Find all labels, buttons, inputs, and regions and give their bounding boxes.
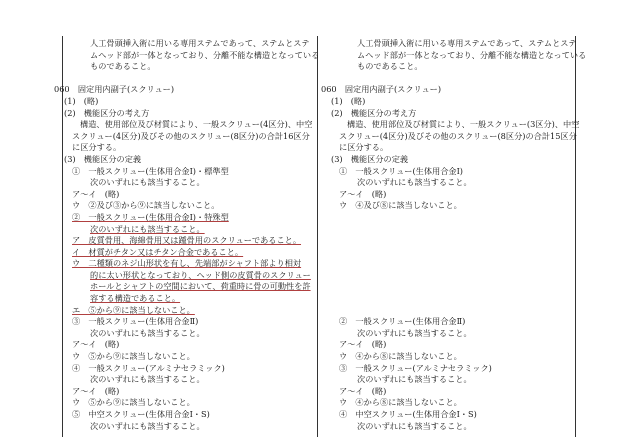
text-line-content: 的に太い形状となっており、ヘッド側の皮質骨のスクリュー bbox=[90, 269, 311, 280]
text-line-content: 人工骨頭挿入術に用いる専用ステムであって、ステムとステ bbox=[90, 38, 310, 48]
text-line bbox=[321, 154, 577, 166]
text-line-content: ウ ②及び③から⑨に該当しないこと。 bbox=[72, 200, 220, 211]
text-line-content: 次のいずれにも該当すること。 bbox=[357, 374, 472, 385]
text-line bbox=[54, 270, 316, 282]
current-text-column bbox=[321, 38, 587, 432]
text-line bbox=[321, 258, 577, 270]
text-line bbox=[321, 270, 577, 282]
text-line-content: ③ 一般スクリュー(生体用合金Ⅱ) bbox=[72, 316, 199, 327]
text-line bbox=[321, 61, 577, 73]
text-line bbox=[321, 119, 580, 131]
text-line bbox=[54, 363, 316, 375]
text-line-content: (3) 機能区分の定義 bbox=[64, 153, 142, 164]
text-line-content: 次のいずれにも該当すること。 bbox=[357, 177, 472, 188]
revised-text-column bbox=[54, 38, 320, 432]
text-line bbox=[321, 212, 577, 224]
text-line bbox=[54, 235, 316, 247]
text-line-content: 次のいずれにも該当すること。 bbox=[357, 420, 472, 431]
text-line bbox=[321, 386, 577, 398]
text-line bbox=[321, 397, 577, 409]
text-line bbox=[321, 235, 577, 247]
text-line bbox=[321, 142, 577, 154]
text-line-content: ④ 一般スクリュー(アルミナセラミック) bbox=[72, 362, 225, 373]
text-line-content: に区分する。 bbox=[339, 142, 389, 153]
text-line-content: (1) (略) bbox=[331, 95, 366, 106]
text-line-content: ア～イ (略) bbox=[72, 385, 120, 396]
text-line-content: 次のいずれにも該当すること。 bbox=[90, 223, 205, 234]
text-line-content: ウ ⑤から⑨に該当しないこと。 bbox=[72, 397, 195, 408]
text-line-content: ア～イ (略) bbox=[72, 339, 120, 350]
text-line-content: ア～イ (略) bbox=[339, 385, 387, 396]
text-line bbox=[321, 281, 577, 293]
text-line bbox=[54, 119, 316, 131]
text-line bbox=[54, 108, 316, 120]
text-line-content: (3) 機能区分の定義 bbox=[331, 153, 409, 164]
text-line-content: に区分する。 bbox=[72, 142, 122, 153]
text-line-content: ウ ④から⑧に該当しないこと。 bbox=[339, 397, 462, 408]
text-line bbox=[321, 339, 577, 351]
text-line bbox=[54, 131, 316, 143]
text-line-content: 次のいずれにも該当すること。 bbox=[90, 420, 205, 431]
text-line bbox=[321, 305, 577, 317]
text-line bbox=[321, 224, 577, 236]
text-line bbox=[54, 61, 316, 73]
text-line-content: 構造、使用部位及び材質により、一般スクリュー(3区分)、中空 bbox=[347, 119, 580, 130]
text-line bbox=[54, 409, 316, 421]
text-line-content: ものであること。 bbox=[90, 61, 156, 72]
text-line bbox=[321, 108, 577, 120]
text-line-content: 人工骨頭挿入術に用いる専用ステムであって、ステムとステ bbox=[357, 38, 577, 48]
text-line-content: (2) 機能区分の考え方 bbox=[331, 107, 417, 118]
text-line bbox=[54, 293, 316, 305]
text-line-content: スクリュー(4区分)及びその他のスクリュー(8区分)の合計15区分 bbox=[339, 130, 577, 141]
text-line bbox=[321, 328, 577, 340]
text-line-content: イ 材質がチタン又はチタン合金であること。 bbox=[72, 246, 244, 257]
text-line bbox=[54, 166, 316, 178]
text-line-content: ウ ④及び⑧に該当しないこと。 bbox=[339, 200, 462, 211]
text-line bbox=[321, 293, 577, 305]
text-line-content: ホールとシャフトの空間において、荷重時に骨の可動性を許 bbox=[90, 281, 311, 292]
text-line-content: ア～イ (略) bbox=[72, 188, 120, 199]
text-line-content: ② 一般スクリュー(生体用合金Ⅱ) bbox=[339, 316, 466, 327]
text-line bbox=[54, 212, 316, 224]
text-line bbox=[321, 73, 577, 85]
text-line-content: 次のいずれにも該当すること。 bbox=[90, 374, 205, 385]
text-line-content: 060 固定用内副子(スクリュー) bbox=[321, 84, 442, 95]
text-line bbox=[321, 38, 577, 50]
text-line bbox=[54, 154, 316, 166]
text-line-content: ウ ④から⑧に該当しないこと。 bbox=[339, 351, 462, 362]
text-line bbox=[321, 351, 577, 363]
text-line-content: ものであること。 bbox=[357, 61, 423, 72]
text-line-content: (1) (略) bbox=[64, 95, 99, 106]
text-line bbox=[54, 421, 316, 433]
text-line bbox=[321, 96, 577, 108]
text-line-content: ア～イ (略) bbox=[339, 188, 387, 199]
text-line bbox=[54, 49, 320, 62]
text-line-content: ② 一般スクリュー(生体用合金Ⅰ)・特殊型 bbox=[72, 211, 229, 222]
text-line bbox=[54, 386, 316, 398]
text-line bbox=[54, 38, 316, 50]
text-line bbox=[54, 316, 316, 328]
text-line-content: スクリュー(4区分)及びその他のスクリュー(8区分)の合計16区分 bbox=[72, 130, 310, 141]
text-line-content: ウ 二種類のネジ山形状を有し、先端部がシャフト部より相対 bbox=[72, 258, 302, 269]
text-line bbox=[321, 84, 577, 96]
text-line-content: 構造、使用部位及び材質により、一般スクリュー(4区分)、中空 bbox=[80, 119, 313, 130]
text-line bbox=[54, 339, 316, 351]
text-line-content: 060 固定用内副子(スクリュー) bbox=[54, 84, 175, 95]
text-line bbox=[54, 247, 316, 259]
text-line-content: (2) 機能区分の考え方 bbox=[64, 107, 150, 118]
text-line-content: 次のいずれにも該当すること。 bbox=[90, 177, 205, 188]
text-line bbox=[54, 224, 316, 236]
text-line bbox=[54, 200, 316, 212]
text-line bbox=[321, 247, 577, 259]
text-line bbox=[321, 316, 577, 328]
text-line bbox=[54, 189, 316, 201]
text-line bbox=[321, 189, 577, 201]
text-line-content: ① 一般スクリュー(生体用合金Ⅰ) bbox=[339, 165, 464, 176]
text-line bbox=[54, 84, 316, 96]
text-line-content: ア～イ (略) bbox=[339, 339, 387, 350]
text-line bbox=[321, 166, 577, 178]
text-line-content: ④ 中空スクリュー(生体用合金Ⅰ・S) bbox=[339, 409, 477, 419]
text-line bbox=[54, 96, 316, 108]
text-line bbox=[321, 421, 577, 433]
text-line-content: 容する構造であること。 bbox=[90, 293, 181, 304]
text-line-content: ⑤ 中空スクリュー(生体用合金Ⅰ・S) bbox=[72, 409, 210, 419]
text-line-content: ア 皮質骨用、海綿骨用又は踵骨用のスクリューであること。 bbox=[72, 235, 302, 246]
text-line-content: 次のいずれにも該当すること。 bbox=[357, 327, 472, 338]
text-line bbox=[321, 49, 587, 62]
text-line bbox=[321, 200, 577, 212]
text-line bbox=[54, 281, 316, 293]
text-line bbox=[54, 73, 316, 85]
text-line bbox=[321, 177, 577, 189]
text-line bbox=[321, 409, 577, 421]
text-line bbox=[54, 177, 316, 189]
text-line bbox=[54, 397, 316, 409]
column-divider bbox=[317, 36, 318, 437]
text-line bbox=[321, 363, 577, 375]
text-line bbox=[54, 142, 316, 154]
text-line-content: 次のいずれにも該当すること。 bbox=[90, 327, 205, 338]
text-line-content: エ ⑤から⑨に該当しないこと。 bbox=[72, 304, 195, 315]
text-line bbox=[54, 328, 316, 340]
text-line bbox=[321, 374, 577, 386]
text-line-content: ムヘッド部が一体となっており、分離不能な構造となっている bbox=[357, 49, 587, 60]
text-line-content: ウ ⑤から⑨に該当しないこと。 bbox=[72, 351, 195, 362]
text-line bbox=[54, 258, 316, 270]
text-line bbox=[54, 374, 316, 386]
text-line bbox=[54, 351, 316, 363]
text-line-content: ムヘッド部が一体となっており、分離不能な構造となっている bbox=[90, 49, 320, 60]
text-line-content: ① 一般スクリュー(生体用合金Ⅰ)・標準型 bbox=[72, 165, 229, 176]
text-line-content: ③ 一般スクリュー(アルミナセラミック) bbox=[339, 362, 492, 373]
text-line bbox=[321, 131, 577, 143]
text-line bbox=[54, 305, 316, 317]
